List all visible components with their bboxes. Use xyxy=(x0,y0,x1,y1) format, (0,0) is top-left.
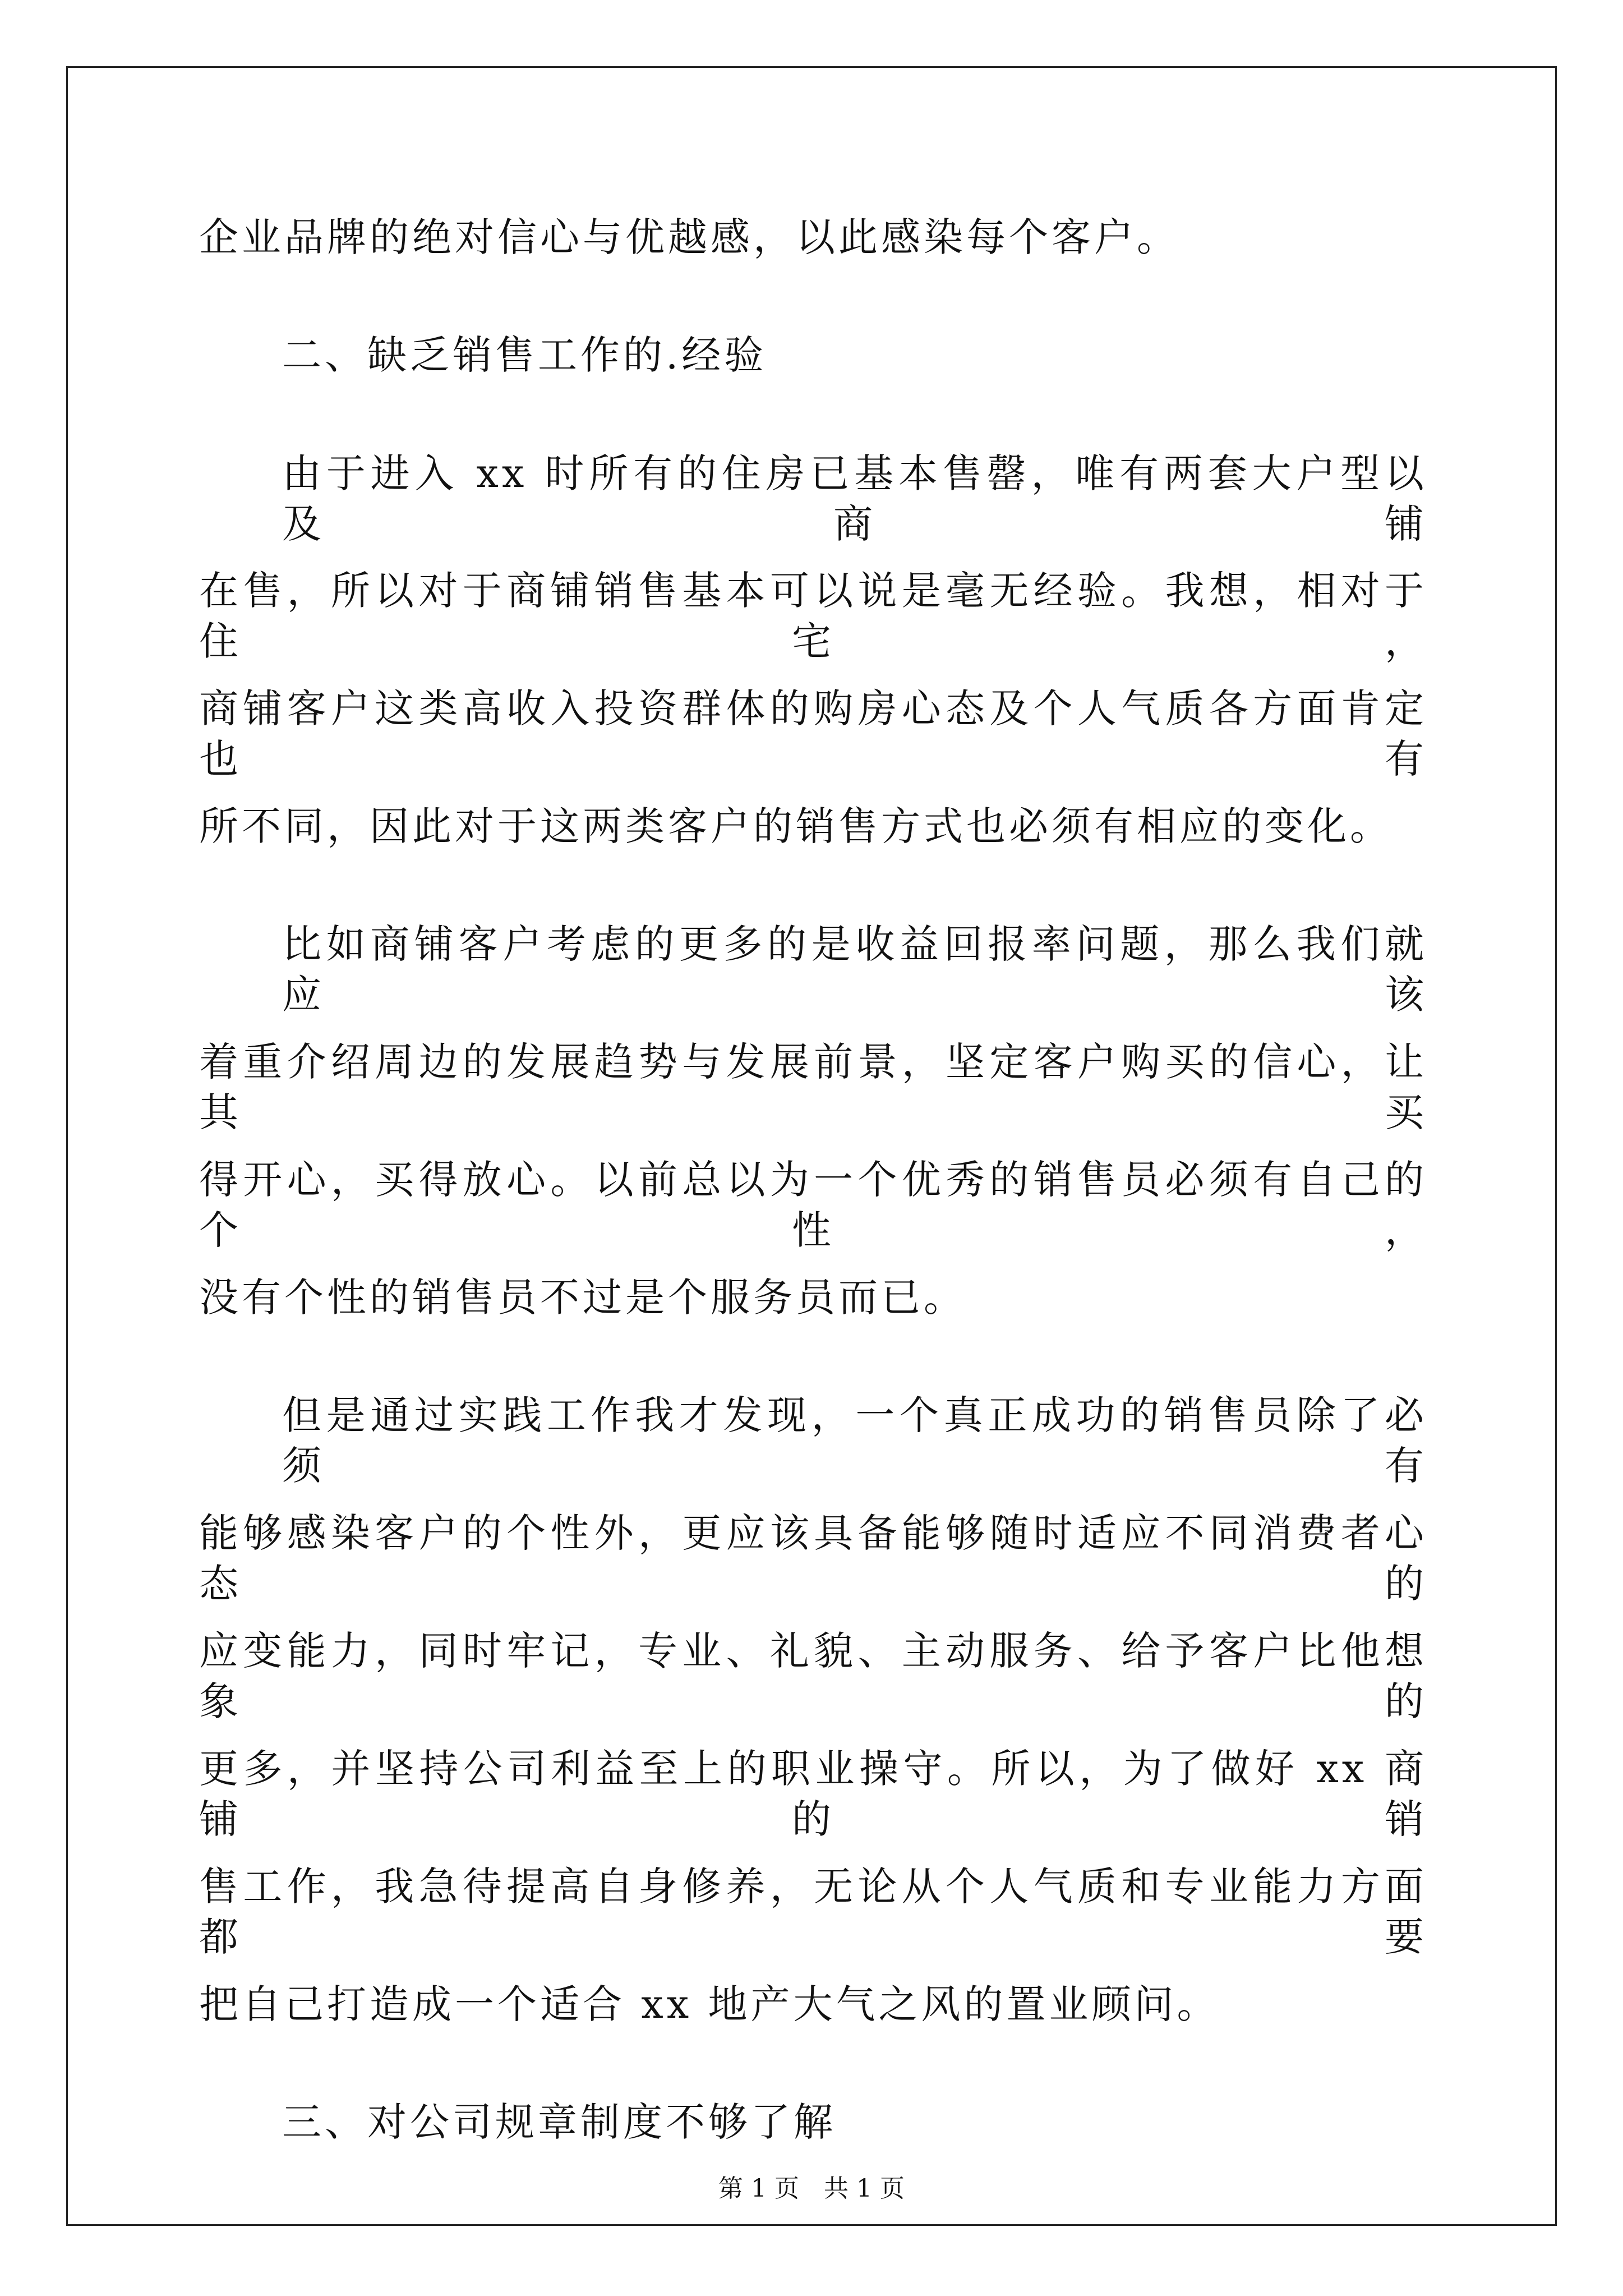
page-number: 第 1 页 共 1 页 xyxy=(718,2174,905,2203)
paragraph-line: 在售，所以对于商铺销售基本可以说是毫无经验。我想，相对于住宅， xyxy=(199,568,1427,664)
paragraph-line: 比如商铺客户考虑的更多的是收益回报率问题，那么我们就应该 xyxy=(282,921,1427,1018)
paragraph-line: 更多，并坚持公司利益至上的职业操守。所以，为了做好 xx 商铺的销 xyxy=(199,1746,1427,1842)
section-heading: 二、缺乏销售工作的.经验 xyxy=(282,332,767,378)
paragraph-line: 得开心，买得放心。以前总以为一个优秀的销售员必须有自己的个性， xyxy=(199,1157,1427,1253)
paragraph-line: 应变能力，同时牢记，专业、礼貌、主动服务、给予客户比他想象的 xyxy=(199,1628,1427,1724)
paragraph-line: 把自己打造成一个适合 xx 地产大气之风的置业顾问。 xyxy=(199,1981,1220,2027)
paragraph-line: 企业品牌的绝对信心与优越感，以此感染每个客户。 xyxy=(199,214,1179,260)
paragraph-line: 售工作，我急待提高自身修养，无论从个人气质和专业能力方面都要 xyxy=(199,1864,1427,1960)
paragraph-line: 由于进入 xx 时所有的住房已基本售罄，唯有两套大户型以及商铺 xyxy=(282,450,1427,547)
paragraph-line: 商铺客户这类高收入投资群体的购房心态及个人气质各方面肯定也有 xyxy=(199,685,1427,782)
paragraph-line: 能够感染客户的个性外，更应该具备能够随时适应不同消费者心态的 xyxy=(199,1510,1427,1607)
paragraph-line: 着重介绍周边的发展趋势与发展前景，坚定客户购买的信心，让其买 xyxy=(199,1039,1427,1135)
paragraph-line: 所不同，因此对于这两类客户的销售方式也必须有相应的变化。 xyxy=(199,803,1393,849)
paragraph-line: 但是通过实践工作我才发现，一个真正成功的销售员除了必须有 xyxy=(282,1392,1427,1489)
section-heading: 三、对公司规章制度不够了解 xyxy=(282,2099,836,2145)
paragraph-line: 没有个性的销售员不过是个服务员而已。 xyxy=(199,1274,966,1320)
